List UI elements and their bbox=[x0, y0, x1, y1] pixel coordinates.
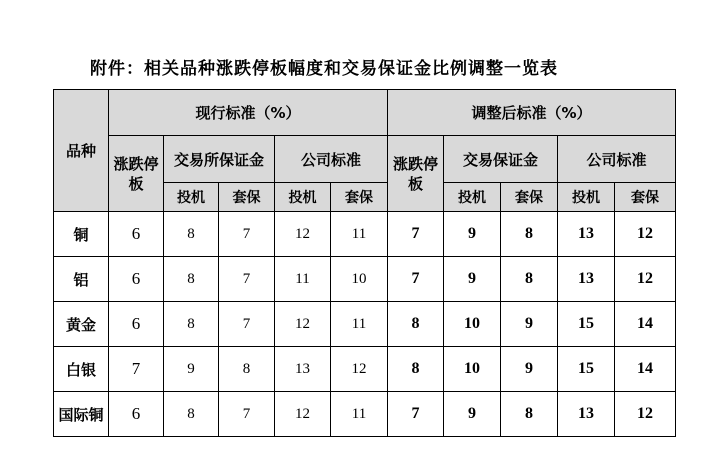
adjusted-co-spec-value: 15 bbox=[558, 347, 615, 392]
current-ex-hedge-value: 8 bbox=[219, 347, 275, 392]
header-current-co-hedge: 套保 bbox=[331, 183, 388, 212]
header-current-ex-hedge: 套保 bbox=[219, 183, 275, 212]
current-limit-value: 7 bbox=[109, 347, 164, 392]
current-ex-spec-value: 8 bbox=[164, 257, 219, 302]
table-row bbox=[54, 392, 676, 437]
current-co-spec-value: 11 bbox=[275, 257, 331, 302]
current-co-spec-value: 13 bbox=[275, 347, 331, 392]
adjusted-ex-hedge-value: 9 bbox=[501, 302, 558, 347]
row-variety-name: 国际铜 bbox=[54, 392, 109, 437]
adjusted-limit-value: 8 bbox=[388, 347, 444, 392]
row-variety-name: 铜 bbox=[54, 212, 109, 257]
adjusted-ex-spec-value: 9 bbox=[444, 392, 501, 437]
current-co-hedge-value: 11 bbox=[331, 212, 388, 257]
current-ex-spec-value: 8 bbox=[164, 302, 219, 347]
current-co-spec-value: 12 bbox=[275, 302, 331, 347]
header-current-co-spec: 投机 bbox=[275, 183, 331, 212]
adjusted-limit-value: 7 bbox=[388, 257, 444, 302]
adjusted-co-hedge-value: 12 bbox=[615, 392, 676, 437]
header-adjusted-exchange-margin: 交易保证金 bbox=[444, 136, 558, 183]
header-current-limit-line1: 涨跌停 bbox=[113, 154, 159, 173]
current-limit-value: 6 bbox=[109, 212, 164, 257]
current-limit-value: 6 bbox=[109, 257, 164, 302]
adjusted-co-spec-value: 13 bbox=[558, 392, 615, 437]
header-row-1 bbox=[54, 90, 676, 136]
current-ex-hedge-value: 7 bbox=[219, 392, 275, 437]
header-adjusted-limit-line2: 板 bbox=[408, 174, 424, 193]
current-ex-hedge-value: 7 bbox=[219, 212, 275, 257]
current-co-hedge-value: 11 bbox=[331, 392, 388, 437]
current-ex-spec-value: 9 bbox=[164, 347, 219, 392]
adjusted-co-spec-value: 13 bbox=[558, 212, 615, 257]
adjusted-ex-spec-value: 10 bbox=[444, 302, 501, 347]
header-adjusted-limit-line1: 涨跌停 bbox=[393, 154, 439, 173]
adjustment-table bbox=[53, 89, 676, 437]
table-row bbox=[54, 347, 676, 392]
header-variety: 品种 bbox=[54, 90, 109, 212]
header-row-2 bbox=[54, 136, 676, 183]
header-current-exchange-margin: 交易所保证金 bbox=[164, 136, 275, 183]
adjusted-ex-hedge-value: 8 bbox=[501, 212, 558, 257]
header-current-ex-spec: 投机 bbox=[164, 183, 219, 212]
adjusted-ex-spec-value: 9 bbox=[444, 212, 501, 257]
adjusted-limit-value: 7 bbox=[388, 212, 444, 257]
adjusted-ex-spec-value: 10 bbox=[444, 347, 501, 392]
adjusted-limit-value: 8 bbox=[388, 302, 444, 347]
current-ex-hedge-value: 7 bbox=[219, 302, 275, 347]
adjusted-ex-hedge-value: 8 bbox=[501, 257, 558, 302]
current-co-spec-value: 12 bbox=[275, 212, 331, 257]
table-row bbox=[54, 257, 676, 302]
adjusted-ex-hedge-value: 9 bbox=[501, 347, 558, 392]
adjusted-ex-hedge-value: 8 bbox=[501, 392, 558, 437]
header-current-limit bbox=[109, 136, 164, 212]
adjusted-co-hedge-value: 12 bbox=[615, 257, 676, 302]
adjusted-limit-value: 7 bbox=[388, 392, 444, 437]
current-limit-value: 6 bbox=[109, 302, 164, 347]
adjusted-co-hedge-value: 14 bbox=[615, 347, 676, 392]
table-row bbox=[54, 302, 676, 347]
current-limit-value: 6 bbox=[109, 392, 164, 437]
row-variety-name: 铝 bbox=[54, 257, 109, 302]
adjusted-co-hedge-value: 14 bbox=[615, 302, 676, 347]
header-adjusted-company-standard: 公司标准 bbox=[558, 136, 676, 183]
row-variety-name: 黄金 bbox=[54, 302, 109, 347]
header-adjusted-ex-spec: 投机 bbox=[444, 183, 501, 212]
row-variety-name: 白银 bbox=[54, 347, 109, 392]
current-co-spec-value: 12 bbox=[275, 392, 331, 437]
header-adjusted-limit bbox=[388, 136, 444, 212]
header-adjusted-co-spec: 投机 bbox=[558, 183, 615, 212]
current-ex-hedge-value: 7 bbox=[219, 257, 275, 302]
adjusted-co-hedge-value: 12 bbox=[615, 212, 676, 257]
current-co-hedge-value: 11 bbox=[331, 302, 388, 347]
header-current-standard: 现行标准（%） bbox=[109, 90, 388, 136]
current-co-hedge-value: 12 bbox=[331, 347, 388, 392]
adjusted-co-spec-value: 15 bbox=[558, 302, 615, 347]
adjusted-ex-spec-value: 9 bbox=[444, 257, 501, 302]
table-row bbox=[54, 212, 676, 257]
header-current-company-standard: 公司标准 bbox=[275, 136, 388, 183]
header-adjusted-ex-hedge: 套保 bbox=[501, 183, 558, 212]
current-ex-spec-value: 8 bbox=[164, 392, 219, 437]
header-adjusted-standard: 调整后标准（%） bbox=[388, 90, 676, 136]
current-co-hedge-value: 10 bbox=[331, 257, 388, 302]
document-title: 附件：相关品种涨跌停板幅度和交易保证金比例调整一览表 bbox=[90, 59, 558, 79]
header-adjusted-co-hedge: 套保 bbox=[615, 183, 676, 212]
header-current-limit-line2: 板 bbox=[128, 174, 144, 193]
adjusted-co-spec-value: 13 bbox=[558, 257, 615, 302]
current-ex-spec-value: 8 bbox=[164, 212, 219, 257]
